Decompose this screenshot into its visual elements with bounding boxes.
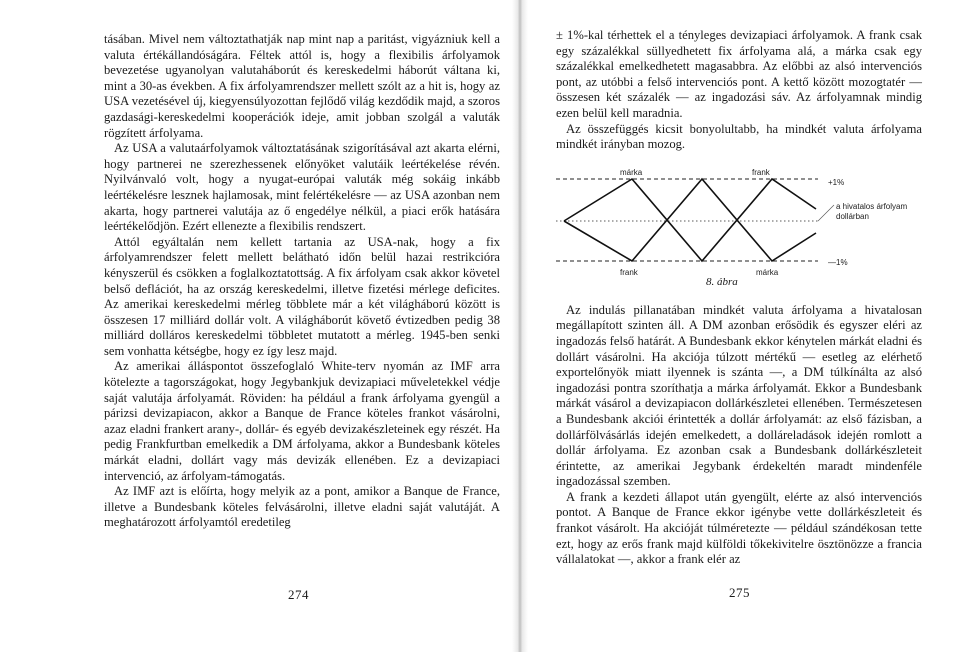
paragraph: Az IMF azt is előírta, hogy melyik az a pont, amikor a Banque de France, illetve a Bundesbank köteles felvásárolni, illetve eladni saját valutáját. A meghatározott árfolyamtól eredetileg [104,484,500,530]
paragraph: Attól egyáltalán nem kellett tartania az USA-nak, hogy a fix árfolyamrendszer felett mellett belátható időn belül hazai restrikcióra kényszerül és csökken a foglalkoztatottság. A fix árfolyam csak akkor követel belső deflációt, ha az ország kereskedelmi, illetve fizetési mérlege deficites. Az amerikai kereskedelmi mérleg többlete már a két világháború között is összesen 17 milliárd dollár volt. A világháborút követő évtizedben pedig 38 milliárd dolláros kereskedelmi többletet mutatott a mérleg. 1945-ben senki sem vonhatta kétségbe, hogy ez így lesz majd. [104,234,500,358]
left-page-text [104,0,500,531]
paragraph: Az összefüggés kicsit bonyolultabb, ha mindkét valuta árfolyama mindkét irányban mozog. [556,121,922,152]
label-marka-bottom: márka [756,267,779,277]
right-page-text [556,0,922,568]
label-upper-band: +1% [828,177,845,187]
paragraph: tásában. Mivel nem változtathatják nap mint nap a paritást, vigyázniuk kell a valuta értékállandóságára. Féltek attól is, hogy a flexibilis árfolyamok bevezetése ugyanolyan valutaháborút és kereskedelmi háborút váltana ki, mint a 30-as években. A fix árfolyamrendszer mellett szólt az a hit is, hogy az USA vezetésével új, kiegyensúlyozottan fejlődő világ kezdődik majd, a szoros gazdasági-kereskedelmi kooperációk ideje, amit jobban szolgál a valuták rögzített árfolyama. [104,32,500,140]
intervention-band-figure [556,157,922,297]
label-lower-band: —1% [828,257,848,267]
left-page [104,0,500,531]
frank-path [564,179,816,261]
paragraph: ± 1%-kal térhettek el a tényleges devizapiaci árfolyamok. A frank csak egy százalékkal süllyedhetett fix árfolyama alá, a márka csak egy százalékkal emelkedhetett magasabbra. Az előbbi az alsó intervenciós pont, az utóbbi a felső intervenciós pont. A kettő között mozogtatér — összesen két százalék — az ingadozási sáv. Az árfolyamnak mindig ezen belül kell maradnia. [556,28,922,120]
label-frank-bottom: frank [620,267,638,277]
label-parity-2: dollárban [836,211,869,221]
paragraph: Az USA a valutaárfolyamok változtatásának szigorításával azt akarta elérni, hogy partnerei ne szerezhessenek előnyöket valutáik leértékelése révén. Nyilvánvaló volt, hogy a nyugat-európai valuták még sokáig inkább leértékelésre lesznek hajlamosak, mint felértékelésre — az USA azonban nem akarta, hogy partnerei valutája az ő engedélye nélkül, a piaci erők hatására leértékelődjön. Ezért ellenezte a flexibilis rendszert. [104,141,500,234]
band-diagram [556,157,922,297]
label-frank-top: frank [752,167,770,177]
page-number-left: 274 [288,587,309,602]
figure-caption: 8. ábra [706,275,738,288]
paragraph: Az amerikai álláspontot összefoglaló White-terv nyomán az IMF arra kötelezte a tagországokat, hogy Jegybankjuk devizapiaci műveletekkel védje saját valutája árfolyamát. Röviden: ha például a frank árfolyama gyengül a párizsi devizapiacon, akkor a Banque de France köteles frankot vásárolni, azaz eladni frankert arany-, dollár- és egyéb devizakészleteinek egy részét. Ha pedig Frankfurtban emelkedik a DM árfolyama, akkor a Bundesbank köteles márkát eladni, dollárt vagy más devizák ellenében. Ez a devizapiaci intervenció, az árfolyam-támogatás. [104,359,500,483]
marka-path [564,179,816,261]
paragraph: A frank a kezdeti állapot után gyengült, elérte az alsó intervenciós pontot. A Banque de France ekkor igénybe vette dollárkészleteit és frankot vásárolt. Ha akcióját túlméretezte — például szándékosan tette ezt, hogy az erős frank majd külföldi tőkekivitelre ösztönözze a francia vállalatokat —, akkor a frank elér az [556,489,922,567]
paragraph: Az indulás pillanatában mindkét valuta árfolyama a hivatalosan megállapított szinten áll. A DM azonban erősödik és egyszer eléri az ingadozás felső határát. A Bundesbank ekkor kénytelen márkát eladni és dollárt vásárolni. Ha akciója túlzott mértékű — esetleg az elérhető exportelőnyök miatt ilyennek is szánta —, a DM túlkínálta az alsó ingadozási pontra szoríthatja a márka árfolyamát. Ekkor a Bundesbank márkát vásárol a devizapiacon dollárkészletei ellenében. Természetesen a Bundesbank akciói érintették a dollár árfolyamát: az első fázisban, a dollárfölvásárlás idején emelkedett, a dolláreladások idején romlott a dollár árfolyama. Ez azonban csak a Bundesbank dollárkészleteit érintette, az amerikai Jegybank érdekeltén maradt mindenféle ingadozással szemben. [556,302,922,489]
page-number-right: 275 [729,585,750,600]
right-page [556,0,922,568]
book-gutter [512,0,528,652]
label-parity-1: a hivatalos árfolyam [836,201,908,211]
parity-leader [818,205,834,221]
label-marka-top: márka [620,167,643,177]
